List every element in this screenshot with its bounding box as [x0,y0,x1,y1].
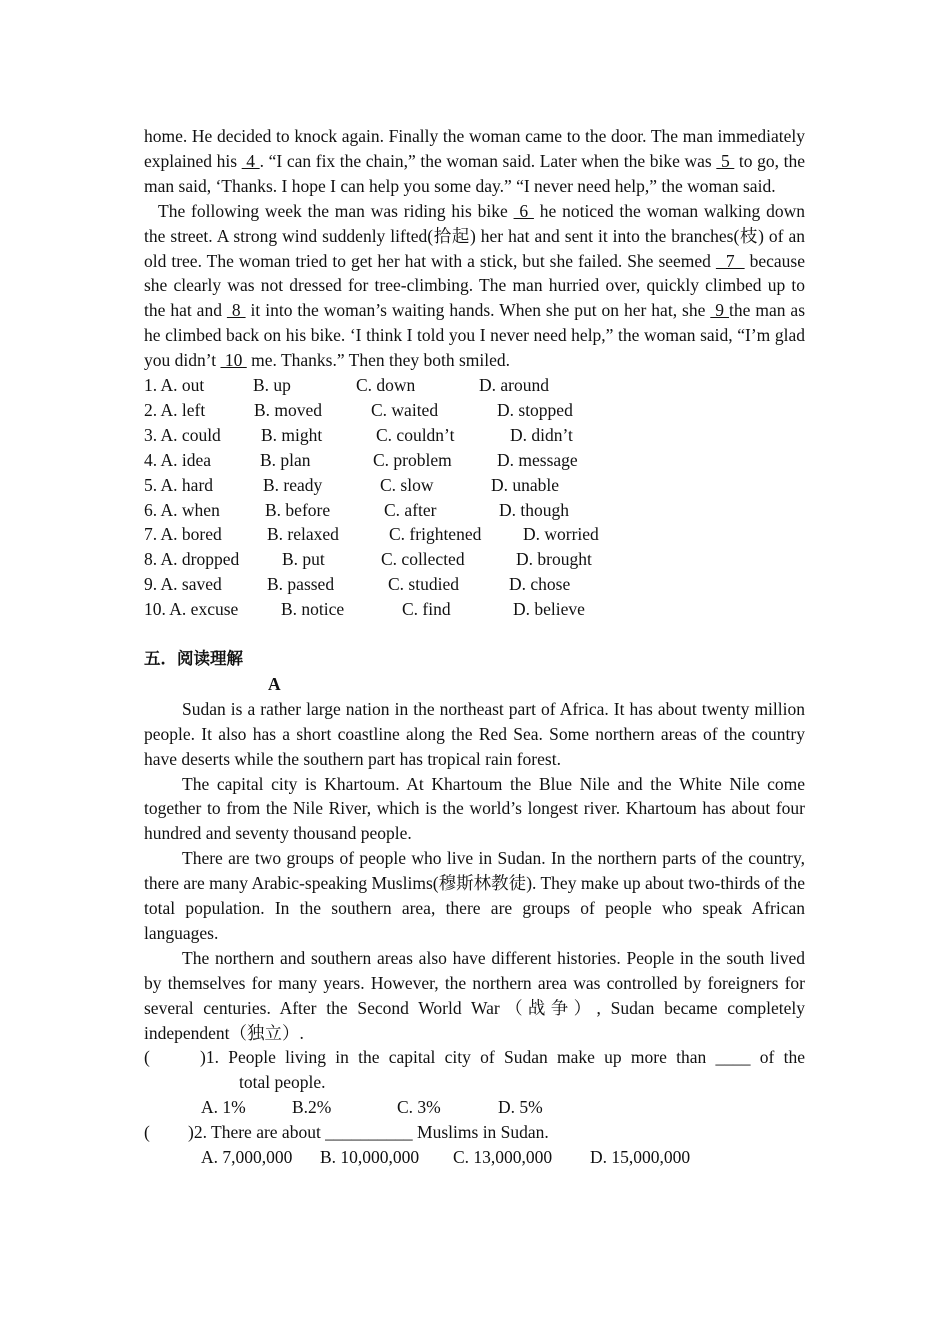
option-a: 6. A. when [144,499,220,520]
option-a: 5. A. hard [144,474,214,495]
option-b: B. 10,000,000 [320,1147,420,1168]
option-row-9 [144,572,805,597]
option-row-5 [144,473,805,498]
cloze-paragraph-1 [144,124,805,199]
option-a: 4. A. idea [144,449,212,470]
stem-line [200,1045,805,1070]
option-b: B. plan [260,449,311,470]
blank-7: 7 [715,250,745,271]
stem-continuation: total people. [239,1072,326,1093]
blank-6: 6 [513,200,534,221]
text: The following week the man was riding his bike [158,200,514,221]
option-a: 2. A. left [144,399,206,420]
text: . “I can fix the chain,” the woman said. Later when the bike was [259,150,717,171]
question-2 [144,1120,805,1170]
section-title: 五．阅读理解 [144,648,243,668]
option-d: D. 15,000,000 [590,1147,691,1168]
blank-8: 8 [226,300,246,321]
option-b: B. notice [281,599,345,620]
question-1 [144,1045,805,1120]
option-a: 9. A. saved [144,574,222,595]
option-row-6 [144,498,805,523]
question-stem [144,1045,805,1070]
question-2-options [144,1145,805,1170]
option-d: D. around [479,375,549,396]
option-b: B. moved [254,399,323,420]
option-c: C. couldn’t [376,424,455,445]
reading-paragraph-1: Sudan is a rather large nation in the northeast part of Africa. It has about twenty million people. It also has a short coastline along the Red Sea. Some northern areas of the country have deserts while the southern part has tropical rain forest. [144,698,805,769]
option-row-3 [144,423,805,448]
reading-paragraph-4: The northern and southern areas also have different histories. People in the south lived by themselves for many years. However, the northern area was controlled by foreigners for several centuries. After the Second World War（战争）, Sudan became completely independent（独立）. [144,947,805,1043]
option-a: A. 7,000,000 [201,1147,293,1168]
document-page [144,124,805,1170]
stem-line [188,1120,549,1145]
option-b: B. before [265,499,331,520]
option-a: A. 1% [201,1097,246,1118]
stem-text: 2. There are about __________ Muslims in Sudan. [193,1122,549,1143]
text: because she clearly was not dressed for tree-climbing. The man hurried over, quickly climbed up to the hat and [144,250,805,321]
reading-paragraph-2: The capital city is Khartoum. At Khartoum the Blue Nile and the White Nile come together to from the Nile River, which is the world’s longest river. Khartoum has about four hundred and seventy thousand people. [144,773,805,844]
option-row-1 [144,373,805,398]
answer-paren-close: ) [200,1047,206,1068]
reading-paragraph-3: There are two groups of people who live in Sudan. In the northern parts of the country, there are many Arabic-speaking Muslims(穆斯林教徒). They make up about two-thirds of the total population. In the southern area, there are groups of people who speak African languages. [144,848,805,943]
text: the man as he climbed back on his bike. ‘I think I told you I never need help,” the woman said, “I’m glad you didn’t [144,300,806,371]
answer-paren-open: ( [144,1047,150,1068]
blank-10: 10 [220,350,247,371]
option-d: D. 5% [498,1097,543,1118]
option-row-8 [144,547,805,572]
answer-paren-open: ( [144,1122,150,1143]
option-c: C. frightened [389,524,482,545]
option-c: C. 3% [397,1097,441,1118]
option-a: 3. A. could [144,424,221,445]
question-stem [144,1120,805,1145]
option-d: D. chose [509,574,571,595]
option-d: D. didn’t [510,424,573,445]
option-d: D. unable [491,474,560,495]
option-d: D. worried [523,524,599,545]
option-c: C. collected [381,549,465,570]
option-d: D. stopped [497,399,573,420]
text: me. Thanks.” Then they both smiled. [246,350,511,371]
stem-text: 1. People living in the capital city of Sudan make up more than ____ of the [205,1047,805,1068]
option-c: C. waited [371,399,439,420]
text: to go, the man said, ‘Thanks. I hope I can help you some day.” “I never need help,” the woman said. [144,150,806,196]
option-d: D. message [497,449,578,470]
blank-4: 4 [241,150,260,171]
option-c: C. after [384,499,437,520]
option-row-7 [144,522,805,547]
option-b: B. ready [263,474,323,495]
option-c: C. slow [380,474,434,495]
answer-paren-close: ) [188,1122,194,1143]
option-d: D. though [499,499,569,520]
option-b: B. put [282,549,325,570]
text: home. He decided to knock again. Finally the woman came to the door. The man immediately explained his [144,126,805,171]
option-b: B. might [261,424,323,445]
option-b: B. up [253,375,291,396]
option-b: B.2% [292,1097,332,1118]
option-a: 1. A. out [144,375,205,396]
option-row-10 [144,597,805,622]
option-a: 8. A. dropped [144,549,240,570]
option-d: D. brought [516,549,592,570]
option-b: B. passed [267,574,335,595]
option-c: C. 13,000,000 [453,1147,553,1168]
option-row-2 [144,398,805,423]
text: he noticed the woman walking down the street. A strong wind suddenly lifted(拾起) her hat and sent it into the branches(枝) of an old tree. The woman tried to get her hat with a stick, but she failed. She seemed [144,200,805,271]
option-a: 7. A. bored [144,524,222,545]
blank-9: 9 [710,300,729,321]
text: it into the woman’s waiting hands. When she put on her hat, she [245,300,711,321]
question-1-options [144,1095,805,1120]
option-c: C. problem [373,449,452,470]
option-d: D. believe [513,599,585,620]
option-a: 10. A. excuse [144,599,239,620]
cloze-paragraph-2 [144,199,805,373]
blank-5: 5 [716,150,735,171]
passage-letter: A [268,673,281,694]
option-c: C. down [356,375,416,396]
option-c: C. find [402,599,451,620]
cloze-options [144,373,805,622]
option-c: C. studied [388,574,459,595]
option-row-4 [144,448,805,473]
option-b: B. relaxed [267,524,339,545]
